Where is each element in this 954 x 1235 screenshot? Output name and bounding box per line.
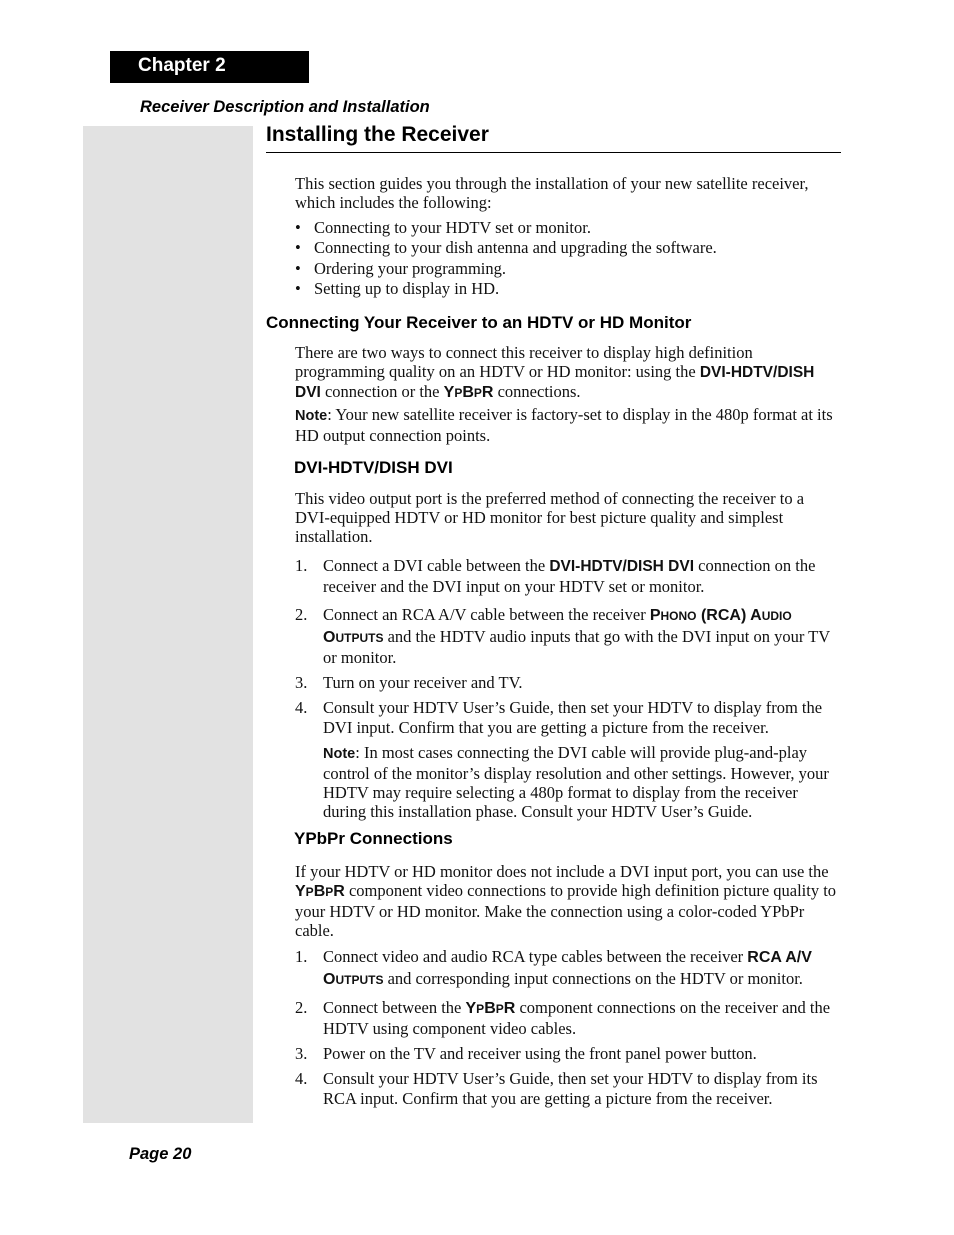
list-item: 3. Turn on your receiver and TV. [295, 672, 523, 692]
step-number: 1. [295, 947, 308, 966]
note-label: Note [323, 745, 356, 762]
section-heading-ypbpr: YPbPr Connections [294, 829, 453, 848]
step-number: 4. [295, 697, 308, 717]
list-item: 2. Connect between the YPBPR component connections on the receiver and the HDTV using component video cables. [295, 998, 831, 1038]
title-rule [266, 152, 841, 153]
ypbpr-port-label: YPBPR [443, 384, 494, 401]
ypbpr-intro-paragraph: If your HDTV or HD monitor does not include a DVI input port, you can use the YPBPR component video connections to provide high definition picture quality to your HDTV or HD monitor. Make the connection using a color-coded YPbPr cable. [295, 862, 837, 940]
step-number: 4. [295, 1069, 308, 1088]
list-item: 3. Power on the TV and receiver using the front panel power button. [295, 1044, 757, 1063]
list-item: • Connecting to your dish antenna and upgrading the software. [295, 238, 717, 258]
step-number: 2. [295, 605, 308, 624]
bullet-icon: • [295, 278, 301, 298]
bullet-icon: • [295, 218, 301, 237]
step-number: 3. [295, 1044, 308, 1063]
chapter-label: Chapter 2 [138, 55, 226, 76]
step-number: 1. [295, 556, 308, 575]
ypbpr-steps-list [295, 946, 840, 1109]
page-number: Page 20 [129, 1145, 192, 1163]
page-title: Installing the Receiver [266, 123, 489, 146]
connecting-note: Note: Your new satellite receiver is factory-set to display in the 480p format at its HD output connection points. [295, 405, 833, 445]
section-heading-connecting: Connecting Your Receiver to an HDTV or HD Monitor [266, 313, 692, 332]
dvi-port-label: DVI-HDTV/DISH DVI [295, 364, 815, 401]
list-item: 4. Consult your HDTV User’s Guide, then set your HDTV to display from its RCA input. Confirm that you are getting a picture from the receiver. [295, 1069, 818, 1108]
chapter-tab [110, 51, 309, 83]
bullet-icon: • [295, 238, 301, 258]
list-item: 4. Consult your HDTV User’s Guide, then set your HDTV to display from the DVI input. Confirm that you are getting a picture from the receiver. [295, 697, 823, 737]
connecting-paragraph: There are two ways to connect this receiver to display high definition programming quality on an HDTV or HD monitor: using the DVI-HDTV/DISH DVI connection or the YPBPR connections. [295, 343, 815, 401]
rca-outputs-label: RCA A/V OUTPUTS [323, 949, 812, 988]
list-item: • Setting up to display in HD. [295, 278, 500, 298]
dvi-note: Note: In most cases connecting the DVI cable will provide plug-and-play control of the monitor’s display resolution and other settings. However, your HDTV may require selecting a 480p format to display from the receiver during this installation phase. Consult your HDTV User’s Guide. [323, 742, 829, 821]
intro-paragraph: This section guides you through the installation of your new satellite receiver, which includes the following: [295, 174, 809, 212]
bullet-icon: • [295, 258, 301, 278]
ypbpr-port-label: YPBPR [465, 1000, 516, 1017]
intro-bullet-list [295, 218, 840, 299]
list-item: 2. Connect an RCA A/V cable between the receiver PHONO (RCA) AUDIO OUTPUTS and the HDTV audio inputs that go with the DVI input on your TV or monitor. [295, 605, 830, 667]
running-header: Receiver Description and Installation [140, 98, 430, 116]
list-item: 1. Connect a DVI cable between the DVI-HDTV/DISH DVI connection on the receiver and the DVI input on your HDTV set or monitor. [295, 556, 816, 596]
list-item: 1. Connect video and audio RCA type cables between the receiver RCA A/V OUTPUTS and corresponding input connections on the HDTV or monitor. [295, 947, 812, 988]
margin-sidebar [83, 126, 253, 1123]
dvi-intro-paragraph: This video output port is the preferred method of connecting the receiver to a DVI-equipped HDTV or HD monitor for best picture quality and simplest installation. [295, 489, 805, 546]
step-number: 3. [295, 672, 308, 692]
section-heading-dvi: DVI-HDTV/DISH DVI [294, 458, 453, 477]
ypbpr-port-label: YPBPR [295, 883, 345, 900]
step-number: 2. [295, 998, 308, 1017]
dvi-steps-list [295, 556, 840, 821]
audio-outputs-label: PHONO (RCA) AUDIO OUTPUTS [323, 607, 792, 646]
note-label: Note [295, 408, 328, 424]
list-item: • Connecting to your HDTV set or monitor. [295, 218, 591, 237]
dvi-port-label: DVI-HDTV/DISH DVI [549, 558, 695, 575]
list-item: • Ordering your programming. [295, 258, 506, 278]
